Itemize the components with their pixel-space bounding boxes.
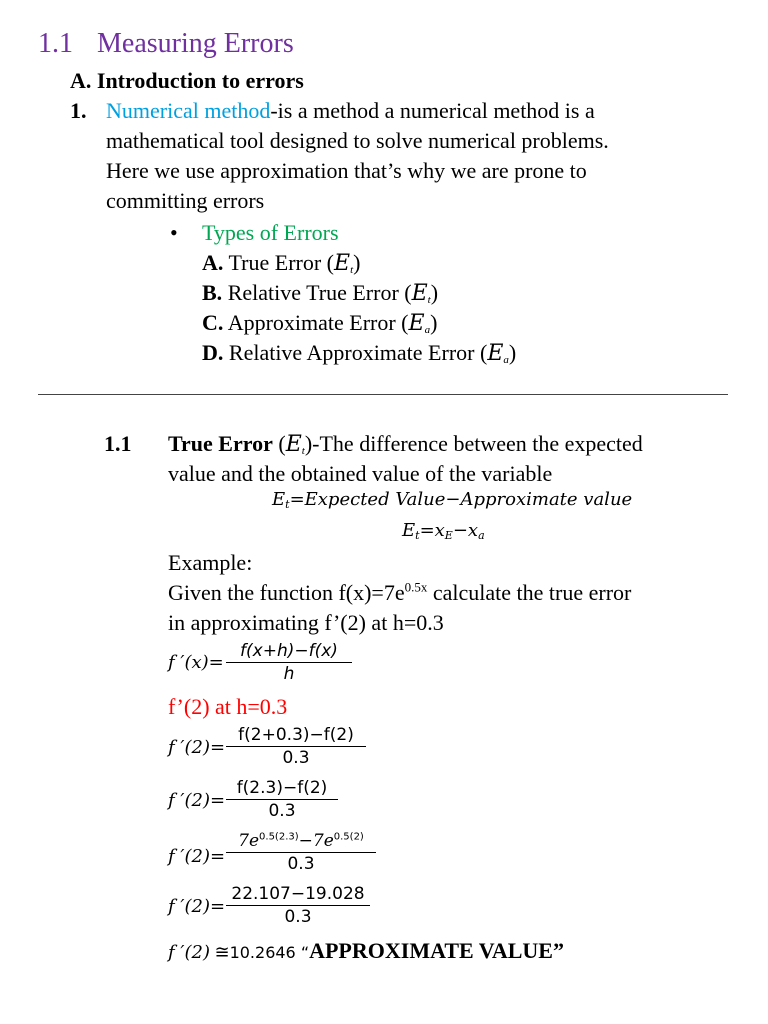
formula-true-error-words: Et=Expected Value−Approximate value [272, 489, 633, 511]
example-line-1: Given the function $f(x)=7e^{0.5x}$ calculate the true error [168, 579, 632, 605]
approximate-value-label: APPROXIMATE VALUE” [309, 938, 564, 963]
eq-step1-fraction: f(2+0.3)−f(2) 0.3 [226, 724, 366, 769]
section-number: 1.1 [38, 28, 73, 59]
bullet-dot-icon: • [170, 220, 178, 245]
item-line-2: mathematical tool designed to solve numerical problems. [106, 128, 609, 153]
numerical-method-term: Numerical method [106, 98, 271, 123]
error-type-a: A. True Error (Et) [202, 250, 361, 276]
error-type-c: C. Approximate Error (Ea) [202, 310, 438, 336]
types-of-errors-label: Types of Errors [202, 220, 339, 245]
eq-derivative-fraction: f(x+h)−f(x) h [226, 640, 352, 685]
eq-step2-fraction: f(2.3)−f(2) 0.3 [226, 777, 338, 822]
eq-step3-lhs: f ′(2)= [168, 846, 226, 867]
item-text: -is a method a numerical method is a [270, 98, 595, 123]
section-title: Measuring Errors [97, 28, 294, 59]
section-heading [38, 28, 294, 60]
intro-heading: A. Introduction to errors [70, 68, 304, 93]
red-note: f’(2) at h=0.3 [168, 694, 288, 719]
eq-step4-lhs: f ′(2)= [168, 896, 226, 917]
eq-derivative-lhs: f ′(x)= [168, 652, 224, 673]
final-result [168, 938, 564, 964]
eq-step3-fraction: $7e^{0.5(2.3)}-7e^{0.5(2)}$ 0.3 [226, 830, 376, 875]
item-line-1 [106, 96, 595, 126]
eq-step2-lhs: f ′(2)= [168, 790, 226, 811]
eq-step1-lhs: f ′(2)= [168, 737, 226, 758]
true-error-title: True Error [168, 431, 273, 456]
example-label: Example: [168, 550, 253, 575]
approx-symbol: ≅ [214, 942, 230, 963]
true-error-line-2: value and the obtained value of the variable [168, 461, 553, 486]
error-type-d: D. Relative Approximate Error (Ea) [202, 340, 517, 366]
true-error-line-1: True Error (Et)-The difference between the expected [168, 431, 643, 457]
item-number: 1. [70, 98, 87, 123]
final-lhs: f ′(2) [168, 942, 210, 963]
true-error-number: 1.1 [104, 431, 132, 456]
eq-step4-fraction: 22.107−19.028 0.3 [226, 883, 370, 928]
horizontal-divider [38, 394, 728, 395]
item-line-4: committing errors [106, 188, 265, 213]
error-type-b: B. Relative True Error (Et) [202, 280, 439, 306]
formula-true-error-symbols: Et=xE−xa [402, 520, 485, 542]
item-line-3: Here we use approximation that’s why we are prone to [106, 158, 587, 183]
example-line-2: in approximating f’(2) at h=0.3 [168, 610, 444, 635]
final-value: 10.2646 “ [229, 943, 310, 962]
